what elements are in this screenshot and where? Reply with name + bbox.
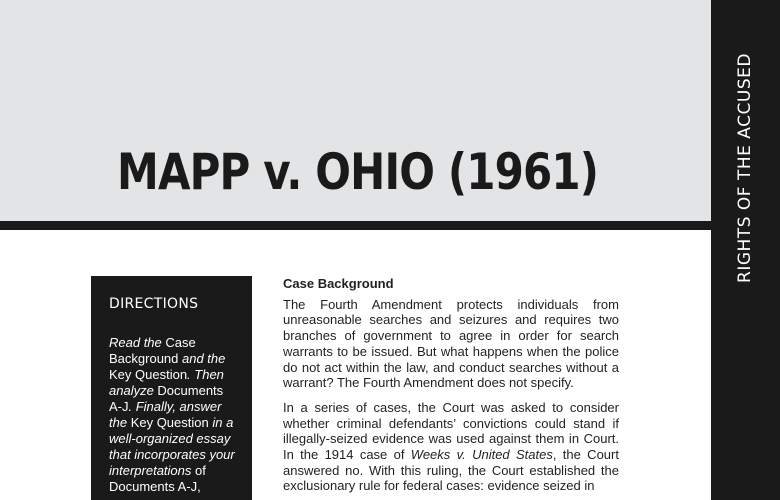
case-background-paragraph-1: The Fourth Amendment protects individuals from unreasonable searches and seizures and requires two branches of government to agree in order for search warrants to be issued. But what happens when the police do not act within the law, and conduct searches without a warrant? The Fourth Amendment does not specify. bbox=[283, 296, 619, 391]
page-title: MAPP v. OHIO (1961) bbox=[117, 143, 599, 201]
directions-text: Key Question bbox=[130, 415, 209, 430]
header-divider bbox=[0, 221, 711, 230]
directions-text: Key Question bbox=[109, 367, 188, 382]
side-tab-label: RIGHTS OF THE ACCUSED bbox=[735, 53, 755, 283]
directions-heading: DIRECTIONS bbox=[109, 296, 199, 312]
paragraph-text: In a series of cases, the Court was asked to consider whether criminal defendants’ convictions could stand if illegally-seized evidence was used against them in Court. In the 1914 case of bbox=[283, 399, 619, 463]
directions-body bbox=[109, 335, 238, 495]
directions-text: Case Background bbox=[109, 335, 196, 366]
directions-text: in a well-organized essay that incorporates your interpretations bbox=[109, 415, 235, 478]
directions-text: of Documents A-J, bbox=[109, 463, 206, 494]
directions-text: Read the bbox=[109, 335, 166, 350]
case-background-section bbox=[283, 276, 619, 500]
case-background-heading: Case Background bbox=[283, 276, 394, 291]
directions-box bbox=[91, 276, 252, 500]
paragraph-text: , the Court answered no. With this ruling, the Court established the exclusionary rule for federal cases: evidence seized in bbox=[283, 447, 619, 494]
directions-text: and the bbox=[178, 351, 226, 366]
directions-text: . Finally, answer the bbox=[109, 399, 222, 430]
directions-text: . Then analyze bbox=[109, 367, 224, 398]
case-name: Weeks v. United States bbox=[410, 447, 553, 463]
directions-text: Documents A-J bbox=[109, 383, 224, 414]
case-background-paragraph-2 bbox=[283, 400, 619, 494]
